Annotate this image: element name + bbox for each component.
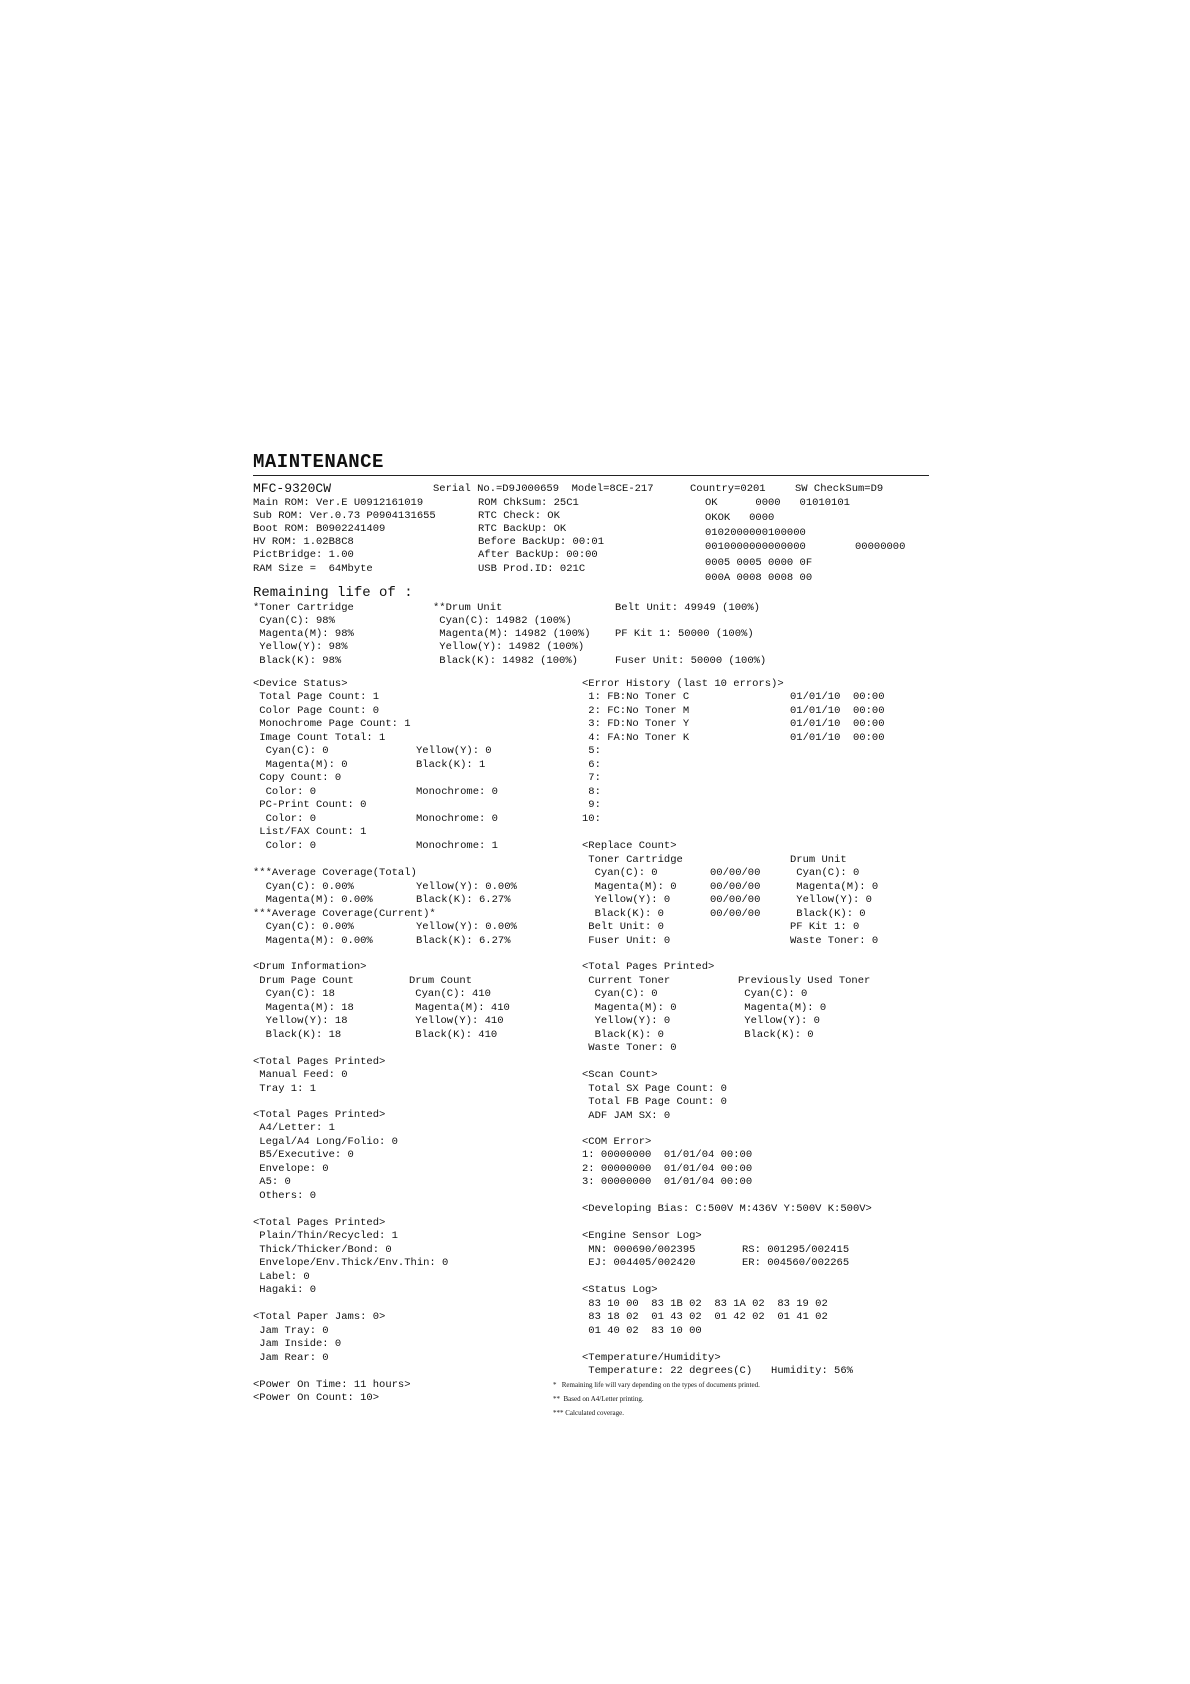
replace-line: <Replace Count> — [582, 840, 677, 852]
jam-line: Jam Inside: 0 — [253, 1338, 342, 1350]
toner-pages-line: Waste Toner: 0 — [582, 1042, 677, 1054]
error-line: 10: — [582, 813, 601, 825]
replace-line: Belt Unit: 0 — [582, 921, 664, 933]
maintenance-title: MAINTENANCE — [253, 451, 384, 473]
replace-drum-line: PF Kit 1: 0 — [790, 921, 860, 933]
toner-pages-line: Magenta(M): 0 — [738, 1002, 827, 1014]
sensor-line: EJ: 004405/002420 — [582, 1257, 696, 1269]
model-name: MFC-9320CW — [253, 481, 332, 496]
feed-line: Tray 1: 1 — [253, 1083, 317, 1095]
device-status-line: Monochrome: 0 — [416, 813, 498, 825]
error-line: 5: — [582, 745, 601, 757]
status-log-line: 01 40 02 83 10 00 — [582, 1325, 702, 1337]
feed-line: Manual Feed: 0 — [253, 1069, 348, 1081]
drum-info-line: Drum Count — [409, 975, 473, 987]
serial-model: Serial No.=D9J000659 Model=8CE-217 — [433, 483, 654, 495]
rom-line: RAM Size = 64Mbyte — [253, 563, 373, 575]
error-line: 1: FB:No Toner C — [582, 691, 690, 703]
footnote: ** Based on A4/Letter printing. — [553, 1395, 644, 1403]
jam-line: Jam Tray: 0 — [253, 1325, 329, 1337]
error-date: 01/01/10 00:00 — [790, 705, 885, 717]
drum-info-line: Magenta(M): 18 — [253, 1002, 354, 1014]
device-status-line: Yellow(Y): 0 — [416, 745, 492, 757]
coverage-line: Black(K): 6.27% — [416, 894, 511, 906]
feed-line: <Total Pages Printed> — [253, 1056, 386, 1068]
device-status-line: Image Count Total: 1 — [253, 732, 386, 744]
coverage-line: Cyan(C): 0.00% — [253, 921, 354, 933]
com-error-line: 3: 00000000 01/01/04 00:00 — [582, 1176, 753, 1188]
scan-line: Total SX Page Count: 0 — [582, 1083, 727, 1095]
toner-line: Magenta(M): 98% — [253, 628, 354, 640]
country-code: Country=0201 — [690, 483, 766, 495]
drum-line: Black(K): 14982 (100%) — [433, 655, 578, 667]
toner-line: Black(K): 98% — [253, 655, 342, 667]
com-error-line: 2: 00000000 01/01/04 00:00 — [582, 1163, 753, 1175]
device-status-line: Total Page Count: 1 — [253, 691, 380, 703]
rtc-line: ROM ChkSum: 25C1 — [478, 497, 579, 509]
coverage-line: ***Average Coverage(Current)* — [253, 908, 436, 920]
replace-drum-line: Waste Toner: 0 — [790, 935, 879, 947]
device-status-line: Color Page Count: 0 — [253, 705, 380, 717]
size-line: B5/Executive: 0 — [253, 1149, 354, 1161]
rtc-line: RTC BackUp: OK — [478, 523, 567, 535]
error-date: 01/01/10 00:00 — [790, 732, 885, 744]
code-line: OKOK 0000 — [705, 512, 775, 524]
drum-line: Yellow(Y): 14982 (100%) — [433, 641, 585, 653]
toner-pages-line: Yellow(Y): 0 — [582, 1015, 671, 1027]
device-status-line: Color: 0 — [253, 786, 317, 798]
replace-drum-line: Cyan(C): 0 — [790, 867, 860, 879]
status-log-line: <Status Log> — [582, 1284, 658, 1296]
drum-info-line: Cyan(C): 18 — [253, 988, 335, 1000]
rtc-line: After BackUp: 00:00 — [478, 549, 598, 561]
toner-line: Yellow(Y): 98% — [253, 641, 348, 653]
type-line: Envelope/Env.Thick/Env.Thin: 0 — [253, 1257, 449, 1269]
type-line: Thick/Thicker/Bond: 0 — [253, 1244, 392, 1256]
device-status-line: Monochrome: 0 — [416, 786, 498, 798]
replace-line: Yellow(Y): 0 — [582, 894, 671, 906]
sensor-line: RS: 001295/002415 — [742, 1244, 850, 1256]
coverage-line: Magenta(M): 0.00% — [253, 894, 373, 906]
type-line: Plain/Thin/Recycled: 1 — [253, 1230, 398, 1242]
replace-line: Magenta(M): 0 — [582, 881, 677, 893]
temp-line: Temperature: 22 degrees(C) Humidity: 56% — [582, 1365, 853, 1377]
error-line: 9: — [582, 799, 601, 811]
rom-line: Boot ROM: B0902241409 — [253, 523, 386, 535]
size-line: Others: 0 — [253, 1190, 317, 1202]
toner-pages-line: Cyan(C): 0 — [738, 988, 808, 1000]
drum-info-line: Black(K): 18 — [253, 1029, 342, 1041]
replace-line: Toner Cartridge — [582, 854, 683, 866]
replace-drum-line: Yellow(Y): 0 — [790, 894, 872, 906]
size-line: <Total Pages Printed> — [253, 1109, 386, 1121]
rom-line: PictBridge: 1.00 — [253, 549, 354, 561]
replace-date: 00/00/00 — [710, 881, 761, 893]
device-status-line: Cyan(C): 0 — [253, 745, 329, 757]
size-line: Envelope: 0 — [253, 1163, 329, 1175]
replace-date: 00/00/00 — [710, 908, 761, 920]
device-status-line: Magenta(M): 0 — [253, 759, 348, 771]
replace-drum-line: Black(K): 0 — [790, 908, 866, 920]
error-line: 8: — [582, 786, 601, 798]
pf-kit-life: PF Kit 1: 50000 (100%) — [615, 628, 754, 640]
size-line: Legal/A4 Long/Folio: 0 — [253, 1136, 398, 1148]
rom-line: Main ROM: Ver.E U0912161019 — [253, 497, 424, 509]
device-status-line: Copy Count: 0 — [253, 772, 342, 784]
footnote: *** Calculated coverage. — [553, 1409, 624, 1417]
toner-pages-line: Previously Used Toner — [738, 975, 871, 987]
code-line: 000A 0008 0008 00 — [705, 572, 813, 584]
replace-drum-line: Drum Unit — [790, 854, 847, 866]
coverage-line: Yellow(Y): 0.00% — [416, 921, 517, 933]
error-date: 01/01/10 00:00 — [790, 691, 885, 703]
toner-line: Cyan(C): 98% — [253, 615, 335, 627]
toner-line: *Toner Cartridge — [253, 602, 354, 614]
rom-line: HV ROM: 1.02B8C8 — [253, 536, 354, 548]
extra-code: 00000000 — [855, 541, 906, 553]
drum-line: Cyan(C): 14982 (100%) — [433, 615, 572, 627]
error-line: <Error History (last 10 errors)> — [582, 678, 784, 690]
drum-line: **Drum Unit — [433, 602, 503, 614]
sw-checksum: SW CheckSum=D9 — [795, 483, 884, 495]
sensor-line: ER: 004560/002265 — [742, 1257, 850, 1269]
com-error-line: <COM Error> — [582, 1136, 652, 1148]
device-status-line: <Device Status> — [253, 678, 348, 690]
replace-drum-line: Magenta(M): 0 — [790, 881, 879, 893]
type-line: <Total Pages Printed> — [253, 1217, 386, 1229]
toner-pages-line: Black(K): 0 — [582, 1029, 664, 1041]
error-line: 6: — [582, 759, 601, 771]
belt-unit-life: Belt Unit: 49949 (100%) — [615, 602, 760, 614]
drum-info-line: Drum Page Count — [253, 975, 354, 987]
code-line: OK 0000 01010101 — [705, 497, 850, 509]
type-line: Label: 0 — [253, 1271, 310, 1283]
coverage-line: Yellow(Y): 0.00% — [416, 881, 517, 893]
status-log-line: 83 18 02 01 43 02 01 42 02 01 41 02 — [582, 1311, 828, 1323]
rom-line: Sub ROM: Ver.0.73 P0904131655 — [253, 510, 436, 522]
replace-date: 00/00/00 — [710, 894, 761, 906]
developing-bias: <Developing Bias: C:500V M:436V Y:500V K:500V> — [582, 1203, 872, 1215]
error-line: 7: — [582, 772, 601, 784]
error-line: 3: FD:No Toner Y — [582, 718, 690, 730]
replace-line: Fuser Unit: 0 — [582, 935, 671, 947]
device-status-line: Monochrome Page Count: 1 — [253, 718, 411, 730]
scan-line: ADF JAM SX: 0 — [582, 1110, 671, 1122]
toner-pages-line: Cyan(C): 0 — [582, 988, 658, 1000]
sensor-line: MN: 000690/002395 — [582, 1244, 696, 1256]
temp-line: <Temperature/Humidity> — [582, 1352, 721, 1364]
coverage-line: Cyan(C): 0.00% — [253, 881, 354, 893]
size-line: A5: 0 — [253, 1176, 291, 1188]
coverage-line: Magenta(M): 0.00% — [253, 935, 373, 947]
drum-info-line: Yellow(Y): 18 — [253, 1015, 348, 1027]
device-status-line: Monochrome: 1 — [416, 840, 498, 852]
code-line: 0102000000100000 — [705, 527, 806, 539]
sensor-line: <Engine Sensor Log> — [582, 1230, 702, 1242]
com-error-line: 1: 00000000 01/01/04 00:00 — [582, 1149, 753, 1161]
jam-line: <Total Paper Jams: 0> — [253, 1311, 386, 1323]
rtc-line: Before BackUp: 00:01 — [478, 536, 605, 548]
toner-pages-line: Black(K): 0 — [738, 1029, 814, 1041]
drum-line: Magenta(M): 14982 (100%) — [433, 628, 591, 640]
code-line: 0005 0005 0000 0F — [705, 557, 813, 569]
power-line: <Power On Time: 11 hours> — [253, 1379, 411, 1391]
drum-info-line: Magenta(M): 410 — [409, 1002, 510, 1014]
device-status-line: Black(K): 1 — [416, 759, 486, 771]
error-line: 4: FA:No Toner K — [582, 732, 690, 744]
toner-pages-line: Current Toner — [582, 975, 671, 987]
status-log-line: 83 10 00 83 1B 02 83 1A 02 83 19 02 — [582, 1298, 828, 1310]
drum-info-line: <Drum Information> — [253, 961, 367, 973]
coverage-line: ***Average Coverage(Total) — [253, 867, 417, 879]
error-line: 2: FC:No Toner M — [582, 705, 690, 717]
power-line: <Power On Count: 10> — [253, 1392, 380, 1404]
replace-date: 00/00/00 — [710, 867, 761, 879]
code-line: 0010000000000000 — [705, 541, 806, 553]
scan-line: <Scan Count> — [582, 1069, 658, 1081]
replace-line: Black(K): 0 — [582, 908, 664, 920]
type-line: Hagaki: 0 — [253, 1284, 317, 1296]
footnote: * Remaining life will vary depending on the types of documents printed. — [553, 1381, 760, 1389]
error-date: 01/01/10 00:00 — [790, 718, 885, 730]
device-status-line: PC-Print Count: 0 — [253, 799, 367, 811]
replace-line: Cyan(C): 0 — [582, 867, 658, 879]
remaining-life-heading: Remaining life of : — [253, 585, 413, 601]
drum-info-line: Cyan(C): 410 — [409, 988, 491, 1000]
toner-pages-line: Magenta(M): 0 — [582, 1002, 677, 1014]
scan-line: Total FB Page Count: 0 — [582, 1096, 727, 1108]
toner-pages-line: <Total Pages Printed> — [582, 961, 715, 973]
size-line: A4/Letter: 1 — [253, 1122, 335, 1134]
rtc-line: USB Prod.ID: 021C — [478, 563, 586, 575]
rtc-line: RTC Check: OK — [478, 510, 560, 522]
toner-pages-line: Yellow(Y): 0 — [738, 1015, 820, 1027]
coverage-line: Black(K): 6.27% — [416, 935, 511, 947]
fuser-unit-life: Fuser Unit: 50000 (100%) — [615, 655, 767, 667]
drum-info-line: Black(K): 410 — [409, 1029, 498, 1041]
device-status-line: List/FAX Count: 1 — [253, 826, 367, 838]
title-rule — [253, 475, 929, 476]
device-status-line: Color: 0 — [253, 813, 317, 825]
device-status-line: Color: 0 — [253, 840, 317, 852]
drum-info-line: Yellow(Y): 410 — [409, 1015, 504, 1027]
jam-line: Jam Rear: 0 — [253, 1352, 329, 1364]
